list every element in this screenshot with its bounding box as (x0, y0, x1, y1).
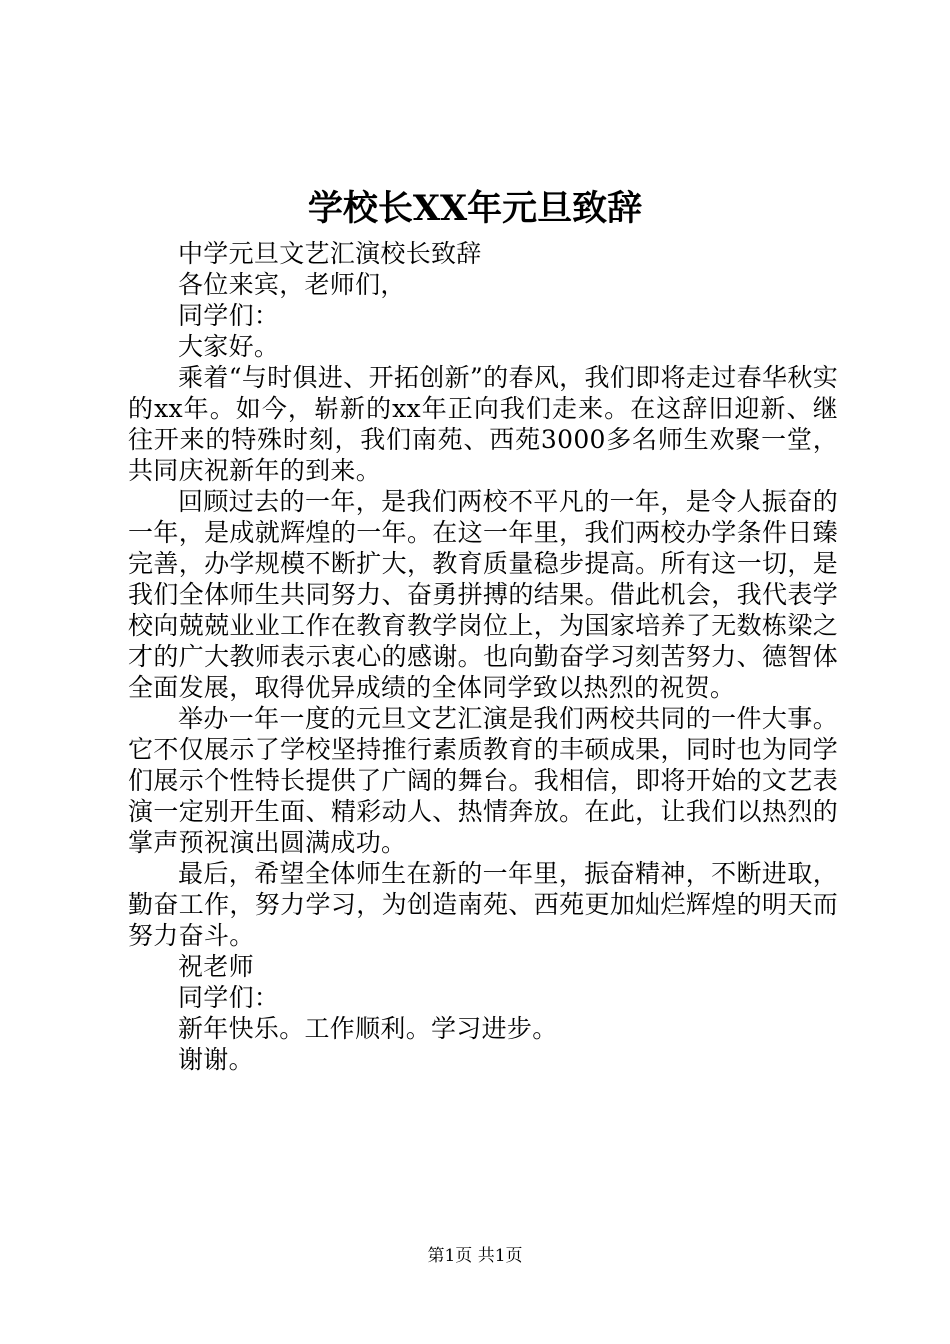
paragraph-heading: 中学元旦文艺汇演校长致辞 (178, 239, 482, 268)
paragraph-wish-students: 同学们： (178, 983, 280, 1012)
paragraph-closing: 最后，希望全体师生在新的一年里，振奋精神，不断进取，勤奋工作，努力学习，为创造南苑、西苑更加灿烂辉煌的明天而努力奋斗。 (128, 859, 838, 950)
paragraph-greeting-students: 同学们： (178, 301, 280, 330)
paragraph-wish-teachers: 祝老师 (178, 952, 254, 981)
document-body (128, 238, 838, 1075)
paragraph-thanks: 谢谢。 (178, 1045, 254, 1074)
document-title: 学校长XX年元旦致辞 (307, 188, 643, 229)
paragraph-new-year-wishes: 新年快乐。工作顺利。学习进步。 (178, 1014, 558, 1043)
paragraph-review: 回顾过去的一年，是我们两校不平凡的一年，是令人振奋的一年，是成就辉煌的一年。在这一年里，我们两校办学条件日臻完善，办学规模不断扩大，教育质量稳步提高。所有这一切，是我们全体师生共同努力、奋勇拼搏的结果。借此机会，我代表学校向兢兢业业工作在教育教学岗位上，为国家培养了无数栋梁之才的广大教师表示衷心的感谢。也向勤奋学习刻苦努力、德智体全面发展，取得优异成绩的全体同学致以热烈的祝贺。 (128, 487, 838, 702)
page-footer: 第1页 共1页 (427, 1246, 523, 1266)
paragraph-greeting-guests: 各位来宾，老师们， (178, 270, 406, 299)
paragraph-performance: 举办一年一度的元旦文艺汇演是我们两校共同的一件大事。它不仅展示了学校坚持推行素质教育的丰硕成果，同时也为同学们展示个性特长提供了广阔的舞台。我相信，即将开始的文艺表演一定别开生面、精彩动人、热情奔放。在此，让我们以热烈的掌声预祝演出圆满成功。 (128, 704, 838, 857)
paragraph-intro: 乘着“与时俱进、开拓创新”的春风，我们即将走过春华秋实的xx年。如今，崭新的xx年正向我们走来。在这辞旧迎新、继往开来的特殊时刻，我们南苑、西苑3000多名师生欢聚一堂，共同庆祝新年的到来。 (128, 363, 838, 485)
paragraph-hello: 大家好。 (178, 332, 280, 361)
